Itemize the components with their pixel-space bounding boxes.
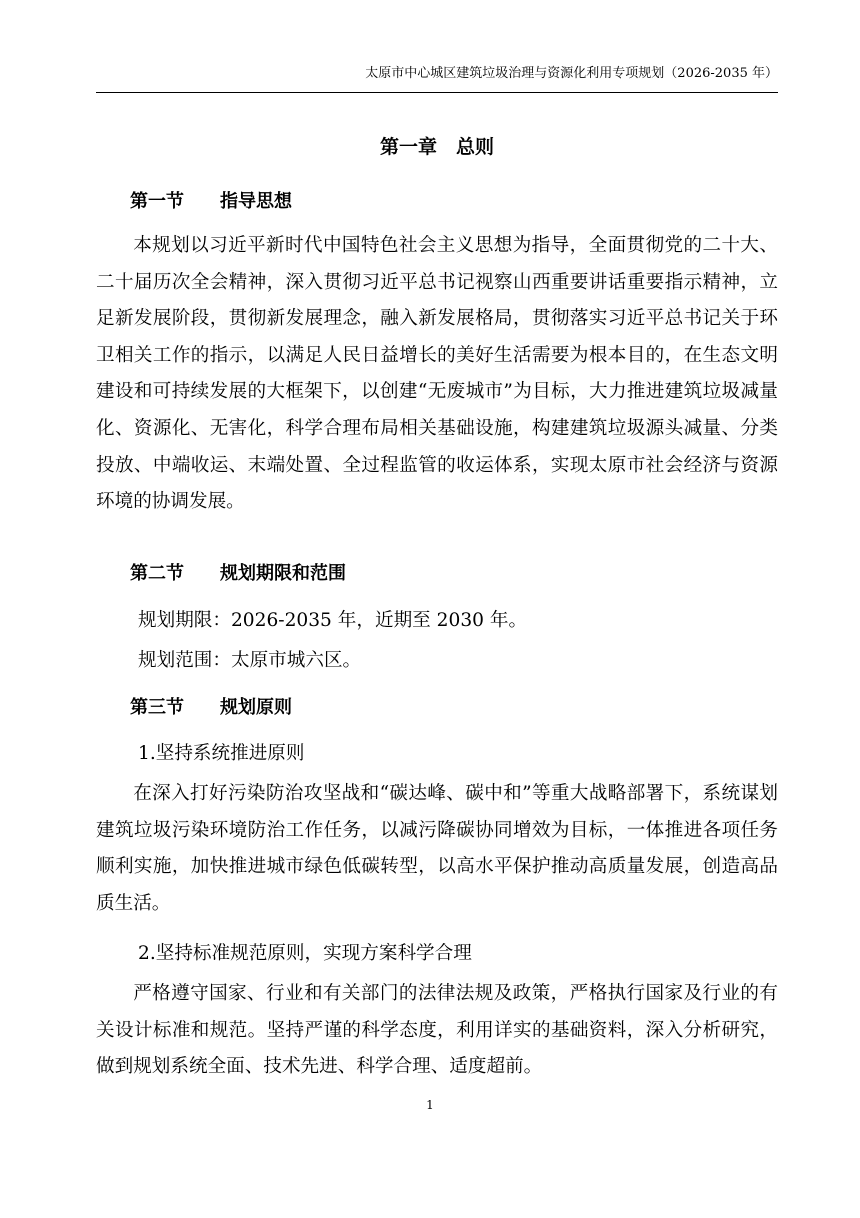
section-number: 第一节 [130,191,184,212]
section-heading-guiding-ideology [130,190,292,214]
principle-1-paragraph: 在深入打好污染防治攻坚战和“碳达峰、碳中和”等重大战略部署下，系统谋划建筑垃圾污染环境防治工作任务，以减污降碳协同增效为目标，一体推进各项任务顺利实施，加快推进城市绿色低碳转型，以高水平保护推动高质量发展，创造高品质生活。 [96,783,778,914]
planning-period-line: 规划期限：2026-2035 年，近期至 2030 年。 [138,610,528,631]
running-header [96,64,778,93]
principle-1-heading: 1.坚持系统推进原则 [138,743,305,764]
section-number: 第三节 [130,697,184,718]
running-header-title: 太原市中心城区建筑垃圾治理与资源化利用专项规划（2026-2035 年） [365,66,778,81]
section-title: 规划原则 [220,697,292,718]
principle-2-paragraph: 严格遵守国家、行业和有关部门的法律法规及政策，严格执行国家及行业的有关设计标准和规范。坚持严谨的科学态度，利用详实的基础资料，深入分析研究，做到规划系统全面、技术先进、科学合理、适度超前。 [96,983,778,1078]
chapter-title: 第一章 总则 [379,136,494,158]
section-title: 规划期限和范围 [220,563,346,584]
planning-scope-line: 规划范围：太原市城六区。 [138,650,362,671]
section-heading-principles [130,696,292,720]
section-title: 指导思想 [220,191,292,212]
page-number: 1 [426,1098,434,1112]
guiding-ideology-paragraph: 本规划以习近平新时代中国特色社会主义思想为指导，全面贯彻党的二十大、二十届历次全会精神，深入贯彻习近平总书记视察山西重要讲话重要指示精神，立足新发展阶段，贯彻新发展理念，融入新发展格局，贯彻落实习近平总书记关于环卫相关工作的指示，以满足人民日益增长的美好生活需要为根本目的，在生态文明建设和可持续发展的大框架下，以创建“无废城市”为目标，大力推进建筑垃圾减量化、资源化、无害化，科学合理布局相关基础设施，构建建筑垃圾源头减量、分类投放、中端收运、末端处置、全过程监管的收运体系，实现太原市社会经济与资源环境的协调发展。 [96,235,778,513]
principle-2-heading: 2.坚持标准规范原则，实现方案科学合理 [138,943,472,964]
section-number: 第二节 [130,563,184,584]
section-heading-period-scope [130,562,346,586]
